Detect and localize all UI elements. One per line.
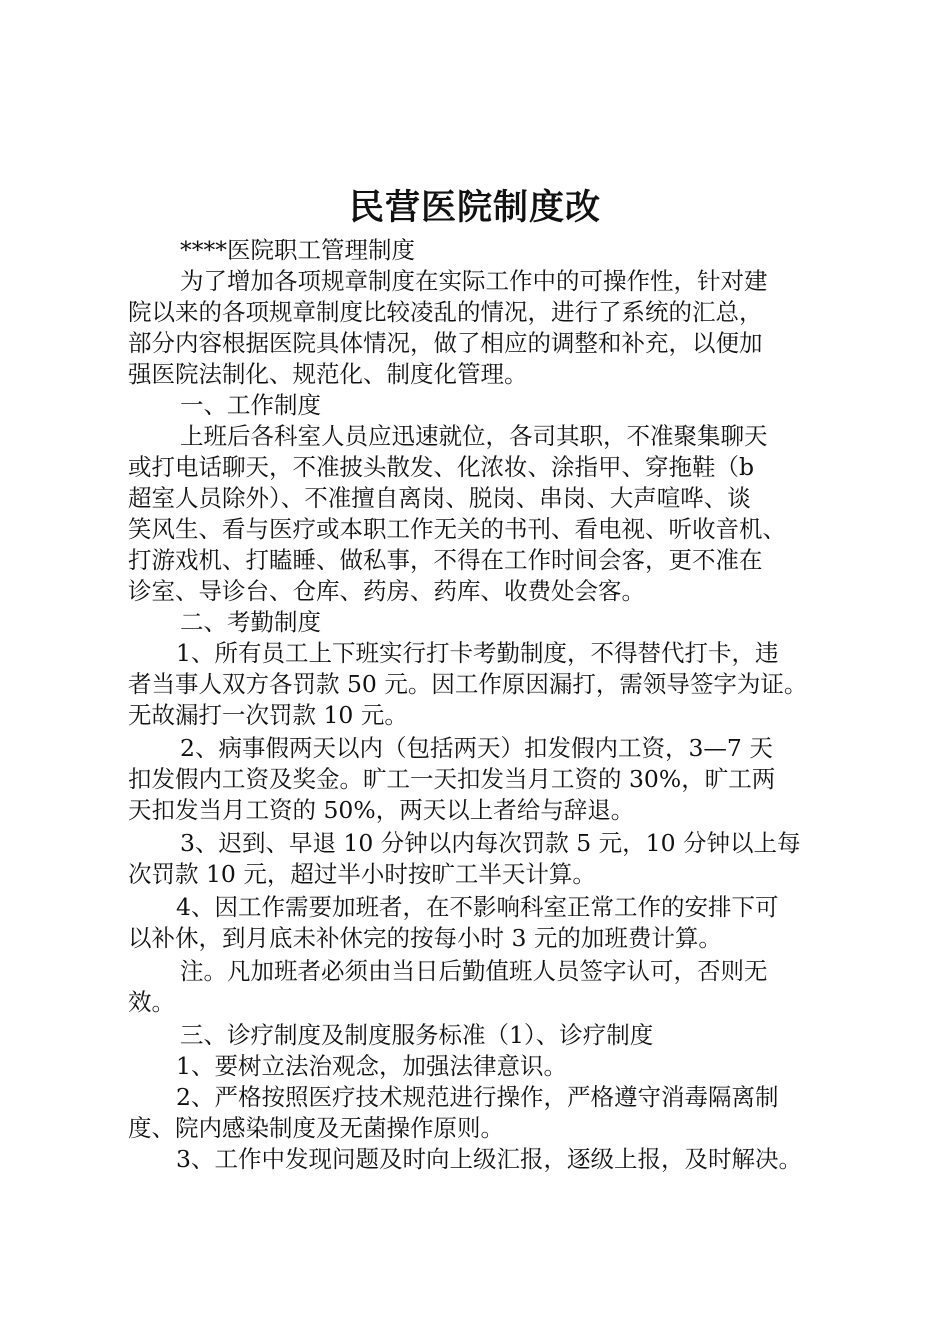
paragraph-line: 部分内容根据医院具体情况，做了相应的调整和补充，以便加 (128, 329, 763, 357)
section-heading: 二、考勤制度 (180, 608, 321, 636)
section-heading: 三、诊疗制度及制度服务标准（1）、诊疗制度 (180, 1021, 654, 1049)
subtitle-line: ****医院职工管理制度 (180, 236, 415, 264)
document-body (128, 235, 828, 1175)
paragraph-line: 或打电话聊天，不准披头散发、化浓妆、涂指甲、穿拖鞋（b (128, 453, 755, 481)
page-title: 民营医院制度改 (348, 188, 601, 228)
paragraph-line: 笑风生、看与医疗或本职工作无关的书刊、看电视、听收音机、 (128, 515, 786, 543)
section-heading: 一、工作制度 (180, 391, 321, 419)
paragraph-line: 4、因工作需要加班者，在不影响科室正常工作的安排下可 (176, 893, 779, 921)
paragraph-line: 上班后各科室人员应迅速就位，各司其职，不准聚集聊天 (180, 422, 768, 450)
paragraph-line: 以补休，到月底未补休完的按每小时 3 元的加班费计算。 (128, 924, 722, 952)
paragraph-line: 2、严格按照医疗技术规范进行操作，严格遵守消毒隔离制 (176, 1083, 779, 1111)
paragraph-line: 诊室、导诊台、仓库、药房、药库、收费处会客。 (128, 577, 645, 605)
paragraph-line: 3、迟到、早退 10 分钟以内每次罚款 5 元，10 分钟以上每 (180, 829, 801, 857)
paragraph-line: 1、要树立法治观念，加强法律意识。 (176, 1052, 567, 1080)
paragraph-line: 1、所有员工上下班实行打卡考勤制度，不得替代打卡，违 (176, 639, 779, 667)
paragraph-line: 院以来的各项规章制度比较凌乱的情况，进行了系统的汇总， (128, 298, 763, 326)
note-line: 注。凡加班者必须由当日后勤值班人员签字认可，否则无 (180, 957, 768, 985)
paragraph-line: 者当事人双方各罚款 50 元。因工作原因漏打，需领导签字为证。 (128, 670, 808, 698)
paragraph-line: 3、工作中发现问题及时向上级汇报，逐级上报，及时解决。 (176, 1145, 802, 1173)
paragraph-line: 强医院法制化、规范化、制度化管理。 (128, 360, 528, 388)
paragraph-line: 超室人员除外）、不准擅自离岗、脱岗、串岗、大声喧哗、谈 (128, 484, 751, 512)
paragraph-line: 扣发假内工资及奖金。旷工一天扣发当月工资的 30%，旷工两 (128, 765, 776, 793)
paragraph-line: 为了增加各项规章制度在实际工作中的可操作性，针对建 (180, 267, 768, 295)
note-line: 效。 (128, 988, 175, 1016)
paragraph-line: 2、病事假两天以内（包括两天）扣发假内工资，3—7 天 (180, 734, 773, 762)
paragraph-line: 度、院内感染制度及无菌操作原则。 (128, 1114, 504, 1142)
paragraph-line: 打游戏机、打瞌睡、做私事，不得在工作时间会客，更不准在 (128, 546, 763, 574)
paragraph-line: 无故漏打一次罚款 10 元。 (128, 701, 408, 729)
paragraph-line: 天扣发当月工资的 50%，两天以上者给与辞退。 (128, 796, 635, 824)
paragraph-line: 次罚款 10 元，超过半小时按旷工半天计算。 (128, 860, 596, 888)
